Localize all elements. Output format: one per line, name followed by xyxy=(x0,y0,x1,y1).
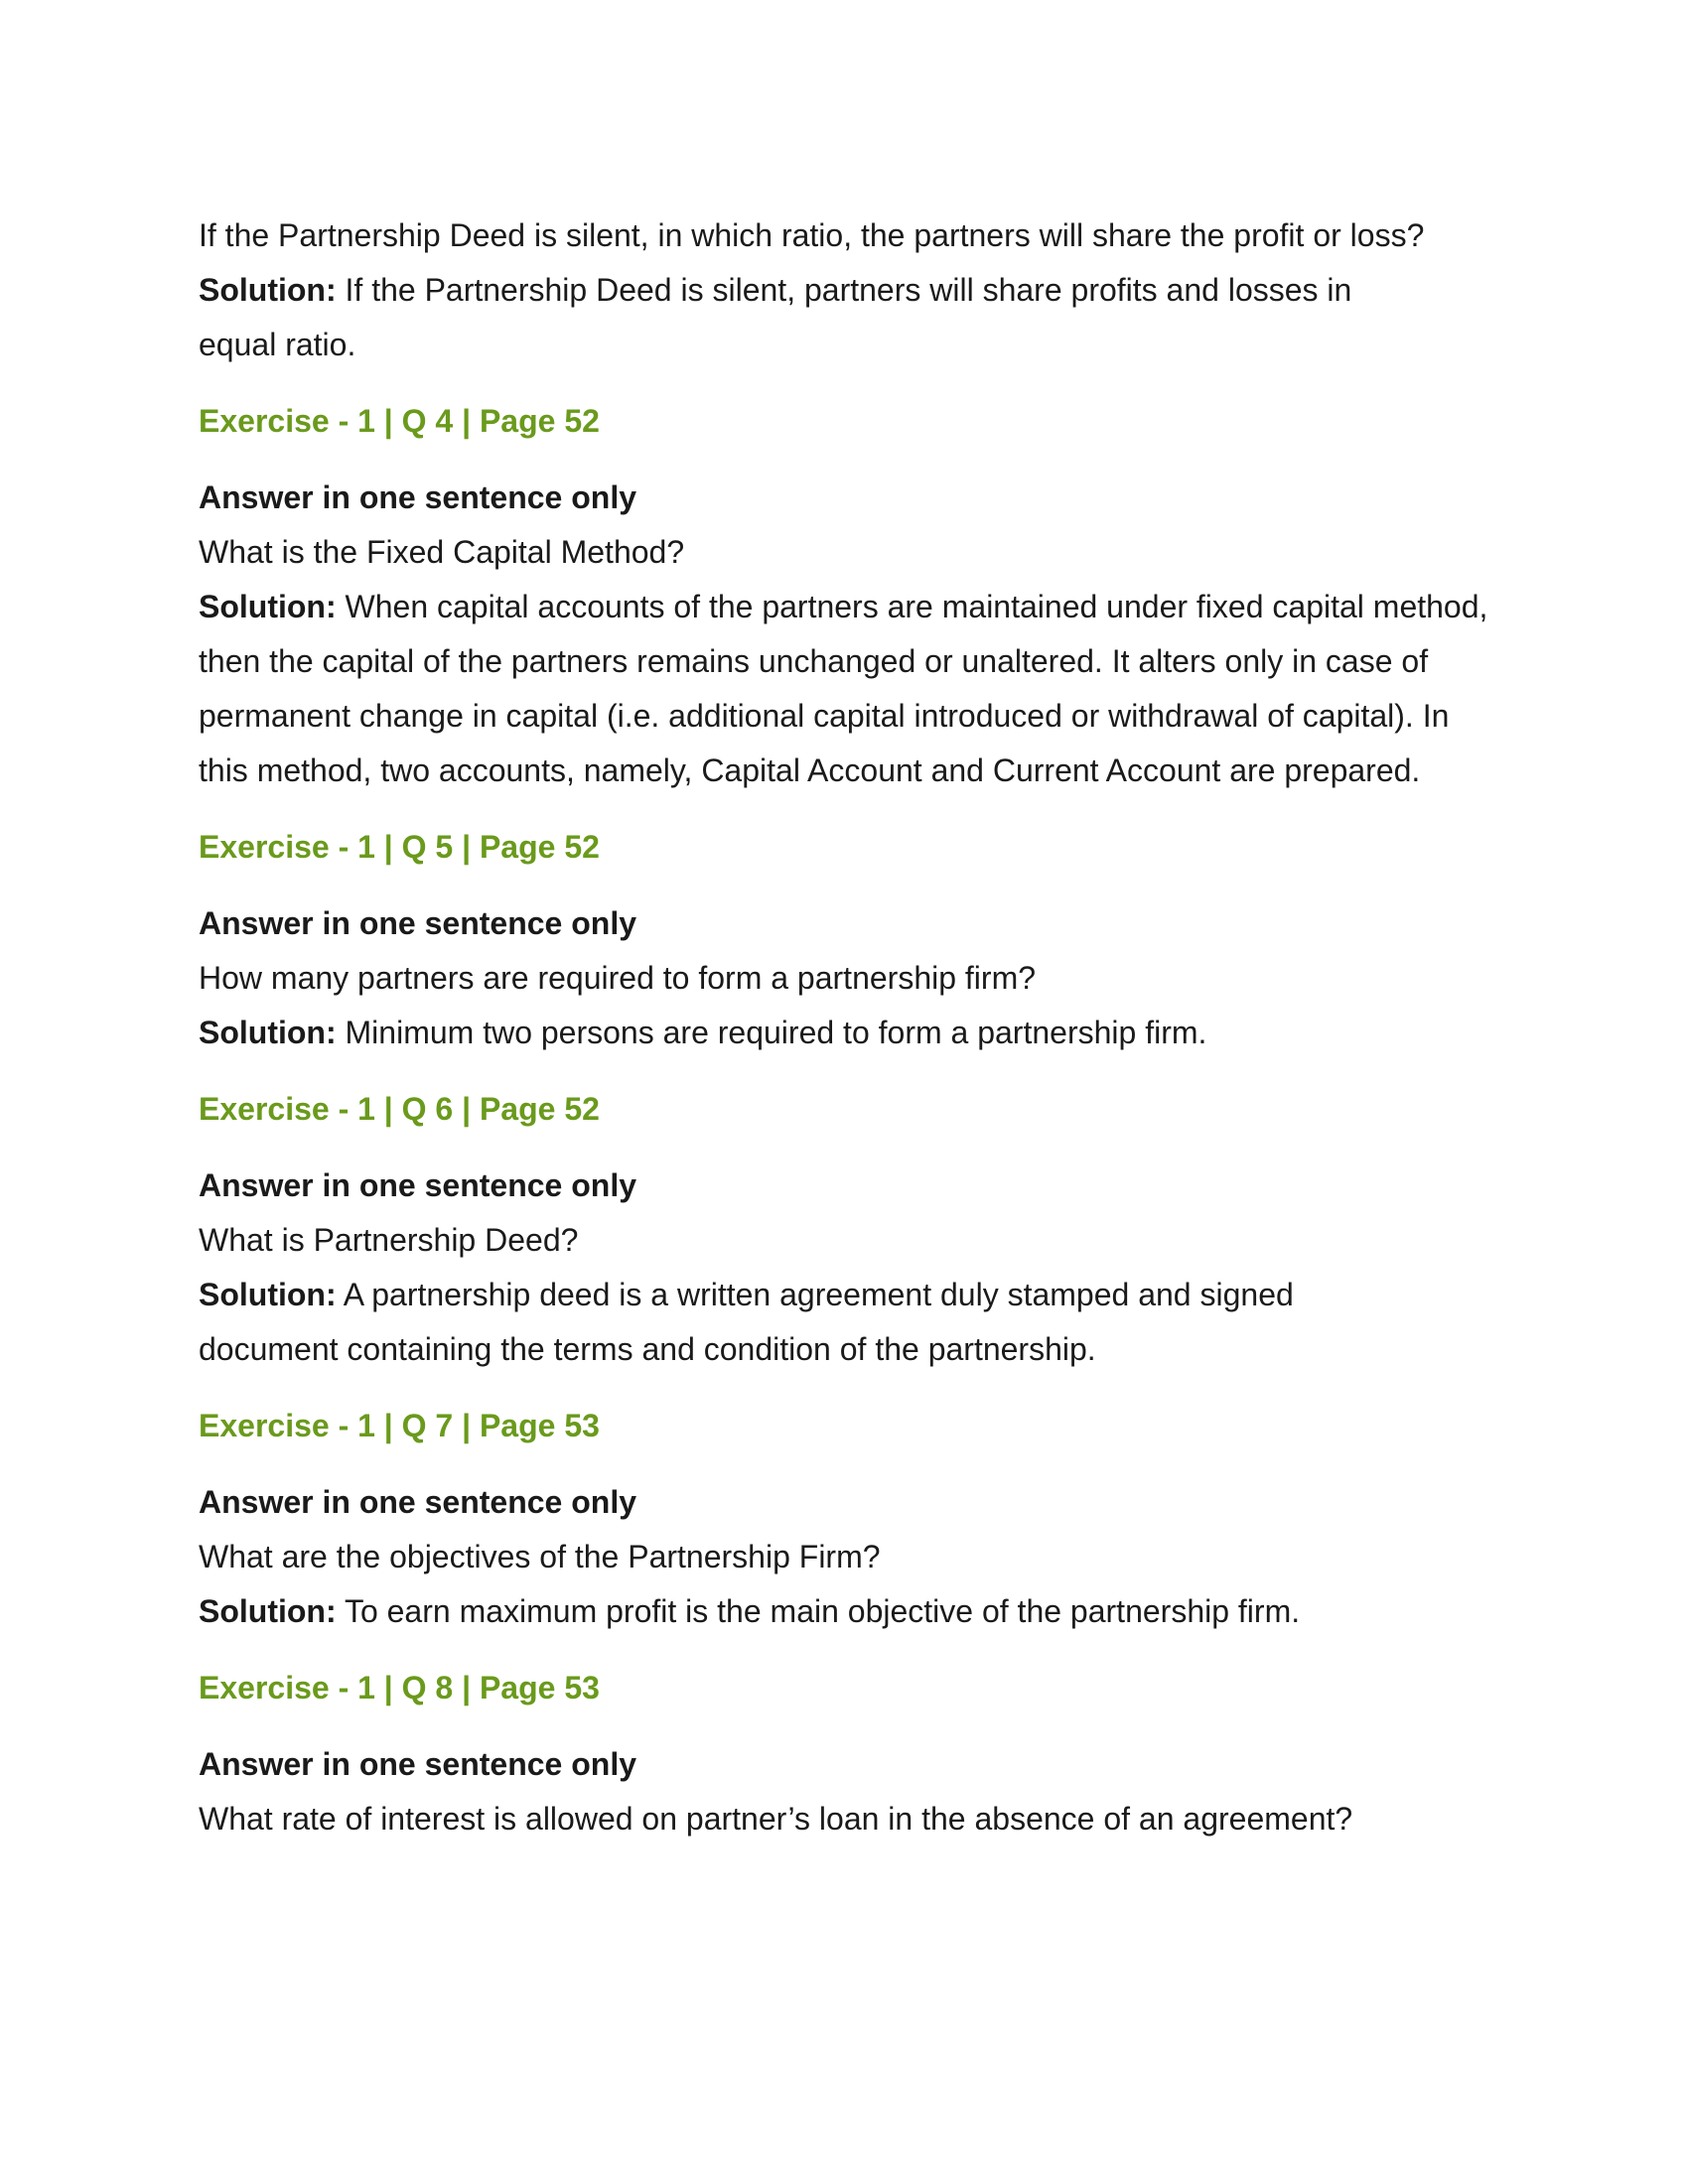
solution-paragraph xyxy=(199,580,1489,798)
exercise-heading[interactable]: Exercise - 1 | Q 6 | Page 52 xyxy=(199,1091,600,1127)
question-text: What is Partnership Deed? xyxy=(199,1222,579,1258)
solution-paragraph xyxy=(199,1584,1489,1639)
solution-text: Minimum two persons are required to form a partnership firm. xyxy=(345,1015,1207,1050)
exercise-heading[interactable]: Exercise - 1 | Q 5 | Page 52 xyxy=(199,829,600,865)
question-text: If the Partnership Deed is silent, in which ratio, the partners will share the profit or loss? xyxy=(199,217,1425,253)
solution-text: A partnership deed is a written agreement duly stamped and signed document containing the terms and condition of the partnership. xyxy=(199,1277,1294,1367)
question-text: How many partners are required to form a partnership firm? xyxy=(199,960,1037,996)
solution-text: To earn maximum profit is the main objective of the partnership firm. xyxy=(344,1593,1301,1629)
exercise-heading[interactable]: Exercise - 1 | Q 4 | Page 52 xyxy=(199,403,600,439)
exercise-heading[interactable]: Exercise - 1 | Q 8 | Page 53 xyxy=(199,1670,600,1706)
answer-instruction: Answer in one sentence only xyxy=(199,905,636,941)
solution-paragraph xyxy=(199,1268,1400,1377)
solution-label: Solution: xyxy=(199,1277,337,1312)
question-text: What is the Fixed Capital Method? xyxy=(199,534,685,570)
solution-text: If the Partnership Deed is silent, partners will share profits and losses in equal ratio. xyxy=(199,272,1352,362)
solution-text: When capital accounts of the partners are maintained under fixed capital method, then the capital of the partners remains unchanged or unaltered. It alters only in case of permanent change in capital (i.e. additional capital introduced or withdrawal of capital). In this method, two accounts, namely, Capital Account and Current Account are prepared. xyxy=(199,589,1488,788)
solution-label: Solution: xyxy=(199,1593,337,1629)
solution-label: Solution: xyxy=(199,1015,337,1050)
solution-paragraph xyxy=(199,263,1400,372)
answer-instruction: Answer in one sentence only xyxy=(199,479,636,515)
solution-label: Solution: xyxy=(199,272,337,308)
solution-paragraph xyxy=(199,1006,1489,1060)
answer-instruction: Answer in one sentence only xyxy=(199,1746,636,1782)
answer-instruction: Answer in one sentence only xyxy=(199,1167,636,1203)
solution-label: Solution: xyxy=(199,589,337,624)
answer-instruction: Answer in one sentence only xyxy=(199,1484,636,1520)
exercise-heading[interactable]: Exercise - 1 | Q 7 | Page 53 xyxy=(199,1408,600,1443)
question-text: What are the objectives of the Partnership Firm? xyxy=(199,1539,881,1574)
document-page xyxy=(199,208,1489,1846)
question-text: What rate of interest is allowed on partner’s loan in the absence of an agreement? xyxy=(199,1801,1353,1837)
